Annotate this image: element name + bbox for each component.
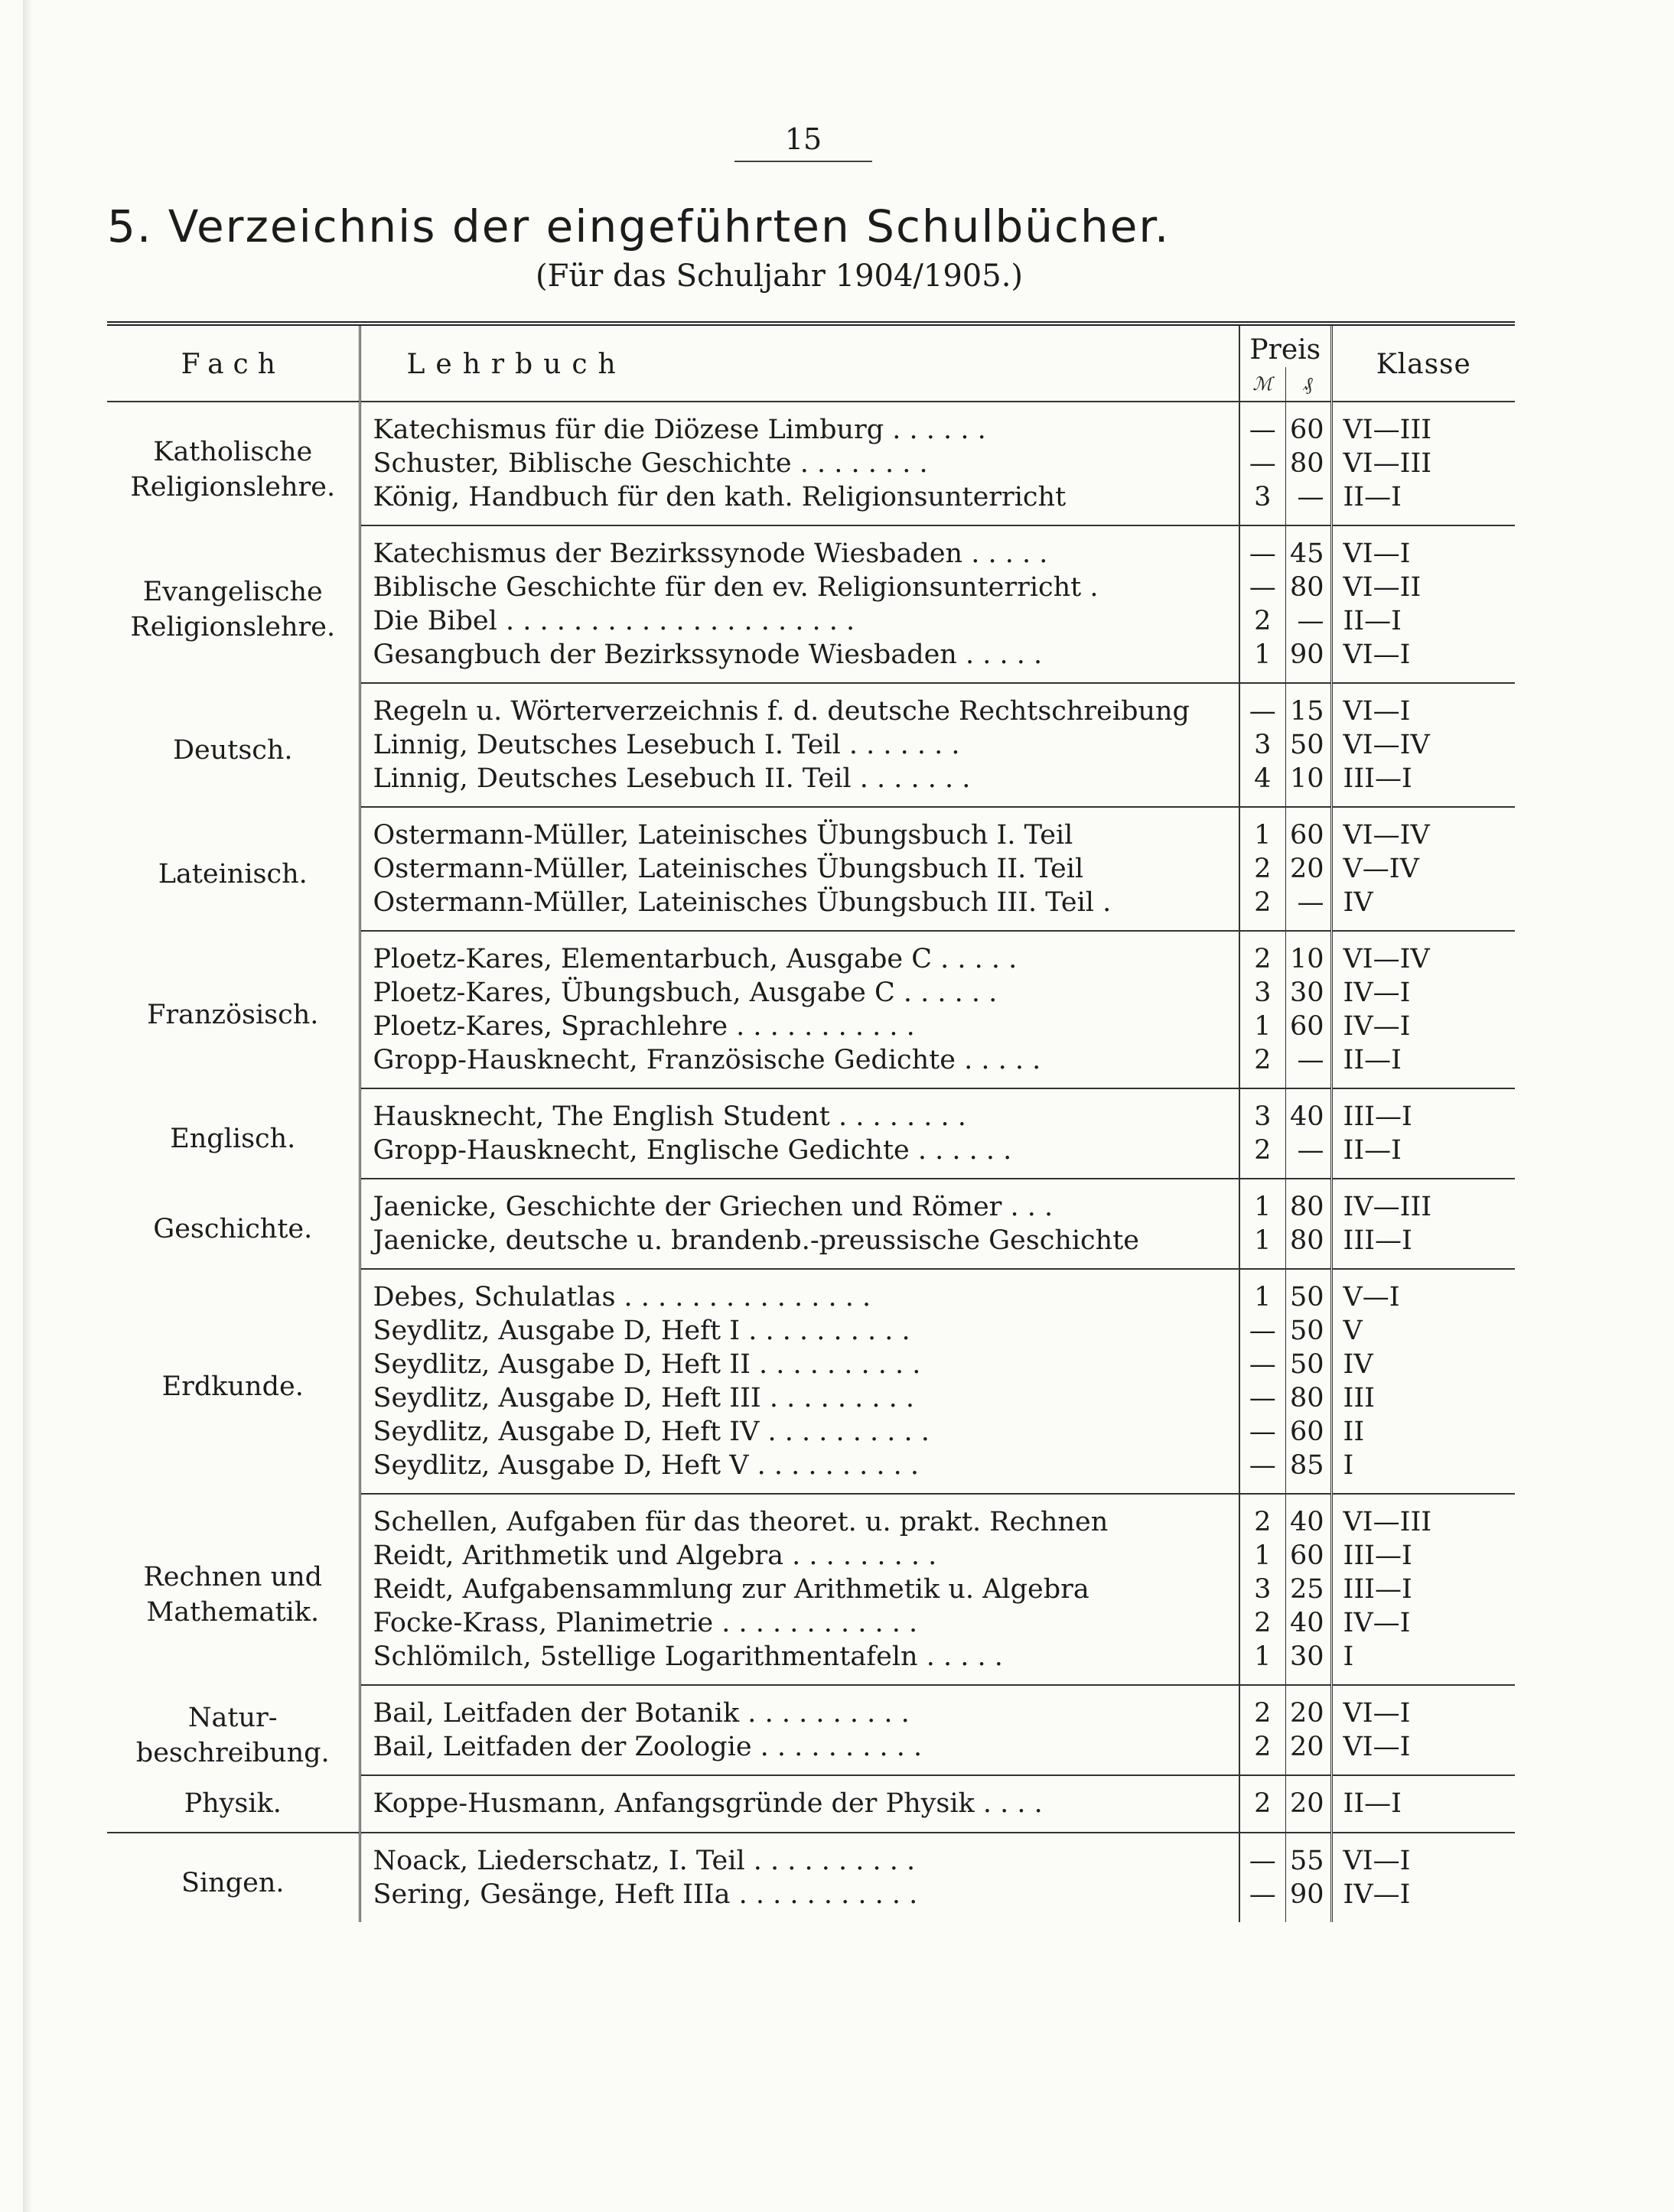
- section-subheading: (Für das Schuljahr 1904/1905.): [536, 259, 1024, 294]
- textbook-cell: Schlömilch, 5stellige Logarithmentafeln . . . . .: [360, 1640, 1239, 1685]
- class-cell: V: [1343, 1316, 1363, 1346]
- table-row: [107, 1179, 1515, 1224]
- price-pfennig-cell: 80: [1285, 1179, 1331, 1224]
- price-mark-cell: 1: [1239, 807, 1285, 852]
- price-pfennig-cell: 90: [1285, 1878, 1331, 1922]
- price-mark-cell: 2: [1239, 1494, 1285, 1539]
- class-cell: II: [1343, 1417, 1365, 1447]
- textbook-cell: Ostermann-Müller, Lateinisches Übungsbuch I. Teil: [360, 807, 1239, 852]
- price-pfennig-cell: 80: [1285, 571, 1331, 604]
- price-mark-cell: —: [1239, 683, 1285, 728]
- textbook-cell: Biblische Geschichte für den ev. Religionsunterricht .: [360, 571, 1239, 604]
- textbook-cell: Ploetz-Kares, Elementarbuch, Ausgabe C . . . . .: [360, 931, 1239, 976]
- class-cell: II—I: [1331, 480, 1515, 525]
- class-cell: VI—I: [1343, 1698, 1411, 1729]
- class-cell: I: [1331, 1449, 1515, 1494]
- class-cell: IV—III: [1343, 1192, 1432, 1222]
- class-cell: IV: [1331, 886, 1515, 931]
- page-number: 15: [784, 122, 822, 156]
- price-pfennig-cell: 50: [1285, 1314, 1331, 1348]
- table-row: [107, 1685, 1515, 1730]
- price-mark-cell: 1: [1239, 1224, 1285, 1269]
- textbook-cell: Sering, Gesänge, Heft IIIa . . . . . . . . . . .: [360, 1878, 1239, 1922]
- price-pfennig-cell: 40: [1285, 1088, 1331, 1134]
- class-cell: VI—IV: [1343, 730, 1430, 760]
- price-mark-cell: 3: [1239, 976, 1285, 1010]
- textbook-cell: Noack, Liederschatz, I. Teil . . . . . . . . . .: [360, 1833, 1239, 1878]
- price-mark-cell: 2: [1239, 852, 1285, 886]
- header-pfennig: ₰: [1285, 367, 1331, 402]
- price-pfennig-cell: 30: [1285, 1640, 1331, 1685]
- textbook-cell: Ploetz-Kares, Übungsbuch, Ausgabe C . . . . . .: [360, 976, 1239, 1010]
- textbook-cell: Ploetz-Kares, Sprachlehre . . . . . . . . . . .: [360, 1010, 1239, 1043]
- schoolbook-table: [107, 321, 1515, 1922]
- textbook-cell: Seydlitz, Ausgabe D, Heft II . . . . . . . . . .: [360, 1348, 1239, 1381]
- price-mark-cell: —: [1239, 1381, 1285, 1415]
- price-pfennig-cell: 30: [1285, 976, 1331, 1010]
- table-row: [107, 1833, 1515, 1878]
- price-mark-cell: 3: [1239, 1088, 1285, 1134]
- subject-cell: Deutsch.: [107, 683, 360, 807]
- textbook-cell: König, Handbuch für den kath. Religionsunterricht: [360, 480, 1239, 525]
- textbook-cell: Ostermann-Müller, Lateinisches Übungsbuch III. Teil .: [360, 886, 1239, 931]
- class-cell: VI—I: [1343, 1846, 1411, 1876]
- table-row: [107, 1494, 1515, 1539]
- table-body: [107, 402, 1515, 1922]
- price-mark-cell: —: [1239, 402, 1285, 447]
- price-mark-cell: —: [1239, 1833, 1285, 1878]
- class-cell: VI—III: [1343, 415, 1432, 445]
- price-mark-cell: 2: [1239, 1730, 1285, 1775]
- price-pfennig-cell: 20: [1285, 1685, 1331, 1730]
- section-heading: 5. Verzeichnis der eingeführten Schulbücher.: [107, 200, 1171, 252]
- price-mark-cell: 1: [1239, 1010, 1285, 1043]
- class-cell: II—I: [1331, 1134, 1515, 1179]
- price-pfennig-cell: 25: [1285, 1573, 1331, 1606]
- textbook-cell: Linnig, Deutsches Lesebuch I. Teil . . . . . . .: [360, 728, 1239, 762]
- price-mark-cell: —: [1239, 1415, 1285, 1449]
- price-mark-cell: —: [1239, 1314, 1285, 1348]
- class-cell: VI—I: [1343, 538, 1411, 569]
- price-pfennig-cell: 10: [1285, 931, 1331, 976]
- class-cell: IV—I: [1343, 1011, 1411, 1042]
- class-cell: V—IV: [1343, 854, 1419, 884]
- price-pfennig-cell: 45: [1285, 525, 1331, 571]
- price-mark-cell: 2: [1239, 1606, 1285, 1640]
- price-mark-cell: 4: [1239, 762, 1285, 807]
- class-cell: VI—III: [1343, 448, 1432, 479]
- price-pfennig-cell: 50: [1285, 1348, 1331, 1381]
- class-cell: III—I: [1331, 762, 1515, 807]
- textbook-cell: Katechismus für die Diözese Limburg . . . . . .: [360, 402, 1239, 447]
- class-cell: II—I: [1331, 1775, 1515, 1833]
- price-pfennig-cell: 40: [1285, 1606, 1331, 1640]
- textbook-cell: Bail, Leitfaden der Zoologie . . . . . . . . . .: [360, 1730, 1239, 1775]
- price-mark-cell: 2: [1239, 886, 1285, 931]
- price-pfennig-cell: 60: [1285, 1415, 1331, 1449]
- price-mark-cell: 2: [1239, 931, 1285, 976]
- table-row: [107, 683, 1515, 728]
- table-row: [107, 1775, 1515, 1833]
- textbook-cell: Gropp-Hausknecht, Englische Gedichte . . . . . .: [360, 1134, 1239, 1179]
- price-pfennig-cell: —: [1285, 604, 1331, 638]
- class-cell: VI—I: [1343, 696, 1411, 727]
- price-pfennig-cell: 55: [1285, 1833, 1331, 1878]
- textbook-cell: Reidt, Aufgabensammlung zur Arithmetik u. Algebra: [360, 1573, 1239, 1606]
- price-pfennig-cell: 85: [1285, 1449, 1331, 1494]
- price-pfennig-cell: 60: [1285, 807, 1331, 852]
- price-pfennig-cell: 60: [1285, 1539, 1331, 1573]
- subject-cell: Erdkunde.: [107, 1269, 360, 1494]
- class-cell: VI—I: [1331, 638, 1515, 683]
- price-pfennig-cell: 20: [1285, 852, 1331, 886]
- textbook-cell: Reidt, Arithmetik und Algebra . . . . . . . . .: [360, 1539, 1239, 1573]
- price-mark-cell: —: [1239, 1449, 1285, 1494]
- price-mark-cell: 2: [1239, 604, 1285, 638]
- price-mark-cell: —: [1239, 1878, 1285, 1922]
- header-fach: Fach: [107, 326, 360, 402]
- price-mark-cell: —: [1239, 525, 1285, 571]
- price-mark-cell: 1: [1239, 1269, 1285, 1314]
- price-pfennig-cell: —: [1285, 1134, 1331, 1179]
- table-row: [107, 402, 1515, 447]
- class-cell: III—I: [1343, 1574, 1412, 1605]
- price-pfennig-cell: 80: [1285, 447, 1331, 480]
- subject-cell: Französisch.: [107, 931, 360, 1088]
- textbook-cell: Gesangbuch der Bezirkssynode Wiesbaden . . . . .: [360, 638, 1239, 683]
- price-mark-cell: 3: [1239, 728, 1285, 762]
- textbook-cell: Koppe-Husmann, Anfangsgründe der Physik . . . .: [360, 1775, 1239, 1833]
- textbook-cell: Ostermann-Müller, Lateinisches Übungsbuch II. Teil: [360, 852, 1239, 886]
- price-mark-cell: 2: [1239, 1775, 1285, 1833]
- class-cell: III—I: [1343, 1540, 1412, 1571]
- price-mark-cell: 3: [1239, 480, 1285, 525]
- subject-cell: Evangelische Religionslehre.: [107, 525, 360, 683]
- subject-cell: Natur- beschreibung.: [107, 1685, 360, 1775]
- class-cell: II—I: [1331, 1043, 1515, 1088]
- price-mark-cell: 1: [1239, 1539, 1285, 1573]
- price-pfennig-cell: 50: [1285, 1269, 1331, 1314]
- class-cell: V—I: [1343, 1282, 1400, 1313]
- schoolbook-grid: [107, 326, 1515, 1922]
- subject-cell: Katholische Religionslehre.: [107, 402, 360, 525]
- class-cell: IV—I: [1343, 978, 1411, 1008]
- textbook-cell: Jaenicke, Geschichte der Griechen und Römer . . .: [360, 1179, 1239, 1224]
- table-header: [107, 326, 1515, 402]
- textbook-cell: Seydlitz, Ausgabe D, Heft I . . . . . . . . . .: [360, 1314, 1239, 1348]
- header-preis: Preis: [1239, 326, 1331, 367]
- textbook-cell: Seydlitz, Ausgabe D, Heft V . . . . . . . . . .: [360, 1449, 1239, 1494]
- class-cell: I: [1331, 1640, 1515, 1685]
- price-mark-cell: 1: [1239, 638, 1285, 683]
- textbook-cell: Schuster, Biblische Geschichte . . . . . . . .: [360, 447, 1239, 480]
- textbook-cell: Katechismus der Bezirkssynode Wiesbaden . . . . .: [360, 525, 1239, 571]
- price-pfennig-cell: —: [1285, 1043, 1331, 1088]
- price-pfennig-cell: 60: [1285, 1010, 1331, 1043]
- textbook-cell: Schellen, Aufgaben für das theoret. u. prakt. Rechnen: [360, 1494, 1239, 1539]
- table-row: [107, 525, 1515, 571]
- price-mark-cell: 1: [1239, 1179, 1285, 1224]
- price-pfennig-cell: 15: [1285, 683, 1331, 728]
- textbook-cell: Seydlitz, Ausgabe D, Heft III . . . . . . . . .: [360, 1381, 1239, 1415]
- subject-cell: Singen.: [107, 1833, 360, 1922]
- textbook-cell: Debes, Schulatlas . . . . . . . . . . . . . . .: [360, 1269, 1239, 1314]
- header-klasse: Klasse: [1331, 326, 1515, 402]
- price-mark-cell: 2: [1239, 1685, 1285, 1730]
- table-row: [107, 807, 1515, 852]
- class-cell: IV: [1343, 1349, 1373, 1380]
- price-pfennig-cell: 40: [1285, 1494, 1331, 1539]
- price-pfennig-cell: 20: [1285, 1730, 1331, 1775]
- class-cell: III—I: [1343, 1101, 1412, 1132]
- price-mark-cell: —: [1239, 571, 1285, 604]
- price-pfennig-cell: —: [1285, 480, 1331, 525]
- class-cell: VI—II: [1343, 572, 1422, 603]
- class-cell: IV—I: [1343, 1608, 1411, 1638]
- price-pfennig-cell: 80: [1285, 1381, 1331, 1415]
- table-row: [107, 1088, 1515, 1134]
- textbook-cell: Regeln u. Wörterverzeichnis f. d. deutsche Rechtschreibung: [360, 683, 1239, 728]
- price-pfennig-cell: 60: [1285, 402, 1331, 447]
- class-cell: VI—III: [1343, 1507, 1432, 1537]
- subject-cell: Geschichte.: [107, 1179, 360, 1269]
- class-cell: IV—I: [1343, 1879, 1411, 1910]
- table-row: [107, 1269, 1515, 1314]
- price-pfennig-cell: —: [1285, 886, 1331, 931]
- price-mark-cell: 1: [1239, 1640, 1285, 1685]
- class-cell: III: [1343, 1383, 1375, 1413]
- class-cell: VI—IV: [1343, 944, 1430, 974]
- subject-cell: Rechnen und Mathematik.: [107, 1494, 360, 1685]
- subject-cell: Englisch.: [107, 1088, 360, 1179]
- textbook-cell: Linnig, Deutsches Lesebuch II. Teil . . . . . . .: [360, 762, 1239, 807]
- class-cell: II—I: [1343, 606, 1402, 636]
- page-edge-shadow: [23, 0, 32, 2212]
- price-pfennig-cell: 20: [1285, 1775, 1331, 1833]
- table-row: [107, 931, 1515, 976]
- class-cell: III—I: [1331, 1224, 1515, 1269]
- price-pfennig-cell: 50: [1285, 728, 1331, 762]
- textbook-cell: Gropp-Hausknecht, Französische Gedichte . . . . .: [360, 1043, 1239, 1088]
- price-mark-cell: 2: [1239, 1134, 1285, 1179]
- class-cell: VI—I: [1331, 1730, 1515, 1775]
- textbook-cell: Seydlitz, Ausgabe D, Heft IV . . . . . . . . . .: [360, 1415, 1239, 1449]
- subject-cell: Lateinisch.: [107, 807, 360, 931]
- textbook-cell: Hausknecht, The English Student . . . . . . . .: [360, 1088, 1239, 1134]
- textbook-cell: Jaenicke, deutsche u. brandenb.-preussische Geschichte: [360, 1224, 1239, 1269]
- price-mark-cell: 2: [1239, 1043, 1285, 1088]
- class-cell: VI—IV: [1343, 820, 1430, 851]
- header-mark: ℳ: [1239, 367, 1285, 402]
- subject-cell: Physik.: [107, 1775, 360, 1833]
- textbook-cell: Focke-Krass, Planimetrie . . . . . . . . . . . .: [360, 1606, 1239, 1640]
- page-number-rule: [734, 161, 872, 162]
- price-mark-cell: —: [1239, 447, 1285, 480]
- textbook-cell: Die Bibel . . . . . . . . . . . . . . . . . . . . .: [360, 604, 1239, 638]
- price-mark-cell: —: [1239, 1348, 1285, 1381]
- header-lehrbuch: Lehrbuch: [360, 326, 1239, 402]
- price-pfennig-cell: 10: [1285, 762, 1331, 807]
- price-pfennig-cell: 90: [1285, 638, 1331, 683]
- textbook-cell: Bail, Leitfaden der Botanik . . . . . . . . . .: [360, 1685, 1239, 1730]
- price-mark-cell: 3: [1239, 1573, 1285, 1606]
- price-pfennig-cell: 80: [1285, 1224, 1331, 1269]
